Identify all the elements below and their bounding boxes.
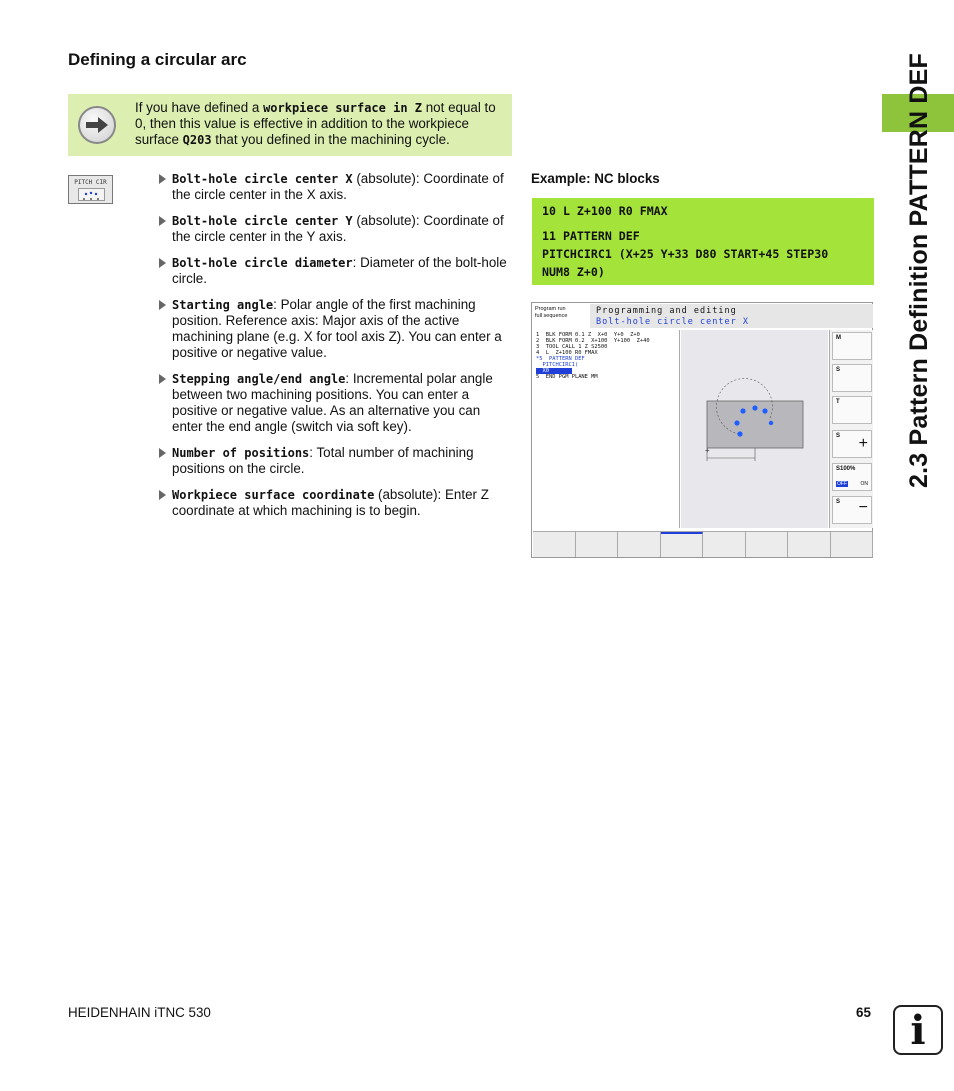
nc-block-11: 11 PATTERN DEF PITCHCIRC1 (X+25 Y+33 D80 START+45 STEP30 NUM8 Z+0) (532, 223, 874, 285)
section-heading: Defining a circular arc (68, 50, 247, 69)
info-icon: i (893, 1005, 943, 1055)
chapter-side-title: 2.3 Pattern Definition PATTERN DEF (905, 52, 934, 488)
param-surface-coordinate: Workpiece surface coordinate (absolute): Enter Z coordinate at which machining is to begin. (159, 487, 514, 519)
svg-text:+: + (705, 446, 710, 455)
screen-mode: Program run full sequence (535, 306, 568, 319)
footer-product: HEIDENHAIN iTNC 530 (68, 1005, 211, 1020)
note-text: If you have defined a workpiece surface in Z not equal to 0, then this value is effective in addition to the workpiece surface Q203 that you defined in the machining cycle. (135, 100, 496, 147)
control-screenshot (531, 302, 873, 558)
graphics-window (681, 330, 828, 528)
param-center-x: Bolt-hole circle center X (absolute): Coordinate of the circle center in the X axis. (159, 171, 514, 203)
softkey-row (533, 531, 873, 557)
pitch-circle-softkey: PITCH CIR (68, 175, 113, 204)
side-key-minus: S − (832, 496, 872, 524)
param-center-y: Bolt-hole circle center Y (absolute): Coordinate of the circle center in the Y axis. (159, 213, 514, 245)
screen-side-keys (829, 330, 873, 528)
side-key-s: S (832, 364, 872, 392)
param-number-positions: Number of positions: Total number of machining positions on the circle. (159, 445, 514, 477)
side-key-plus: S + (832, 430, 872, 458)
param-diameter: Bolt-hole circle diameter: Diameter of the bolt-hole circle. (159, 255, 514, 287)
param-starting-angle: Starting angle: Polar angle of the first machining position. Reference axis: Major axis of the active machining plane (e.g. X for tool axis Z). You can enter a positive or negative value. (159, 297, 514, 361)
screen-header: Programming and editing Bolt-hole circle center X (590, 304, 873, 328)
param-stepping-angle: Stepping angle/end angle: Incremental polar angle between two machining positions. You can enter a positive or negative value. As an alternative you can enter the end angle (switch via soft key). (159, 371, 514, 435)
page-number: 65 (856, 1005, 871, 1020)
program-listing: 1 BLK FORM 0.1 Z X+0 Y+0 Z+0 2 BLK FORM 0.2 X+100 Y+100 Z+40 3 TOOL CALL 1 Z S2500 4 L Z+100 R0 FMAX *5 PATTERN DEF PITCHCIRC1( X0 5 END PGM PLANE MM (533, 330, 680, 528)
pitch-circle-icon (78, 188, 105, 201)
parameter-list (159, 171, 514, 529)
nc-block-10: 10 L Z+100 R0 FMAX (532, 198, 874, 224)
side-key-t: T (832, 396, 872, 424)
note-box (68, 94, 512, 156)
arrow-right-icon (78, 106, 116, 144)
example-label: Example: NC blocks (531, 171, 660, 186)
side-key-m: M (832, 332, 872, 360)
side-key-feed: S100% OFF ON (832, 463, 872, 491)
